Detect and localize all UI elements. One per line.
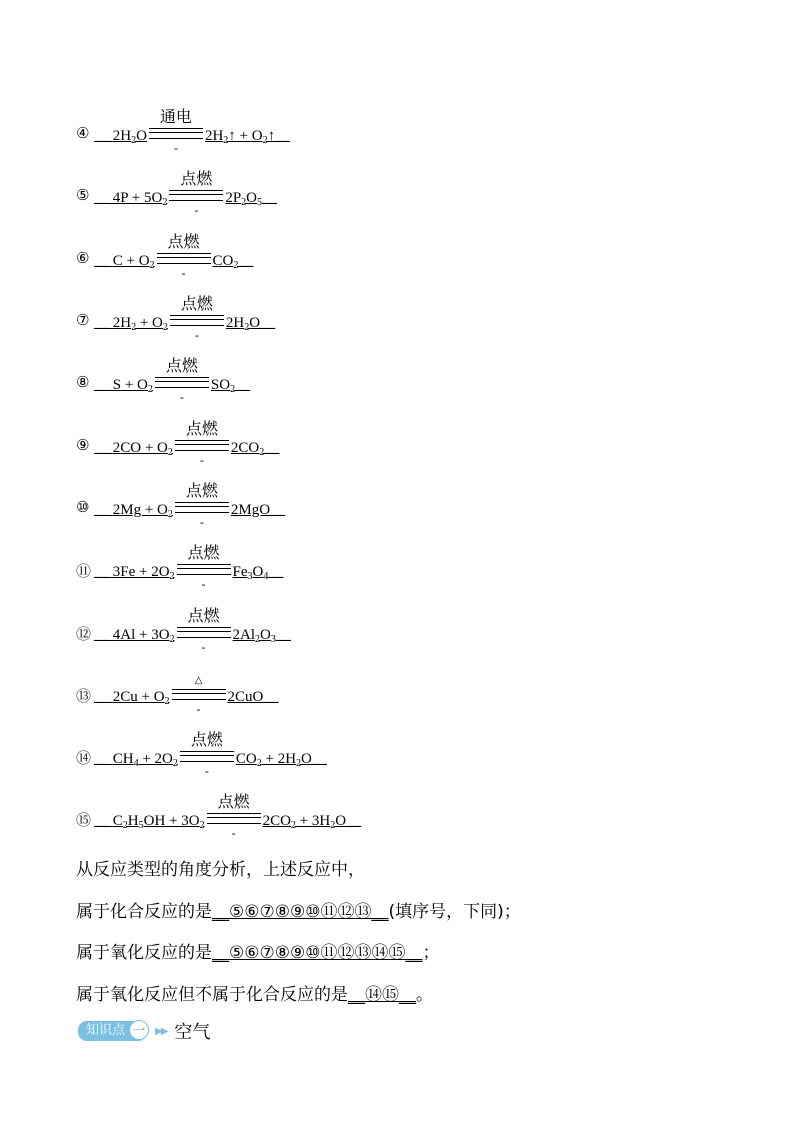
equation-reactants: __ $2CO + O_2$ <box>94 440 173 458</box>
condition-dash: - <box>201 577 206 591</box>
equation-body <box>94 730 327 778</box>
equation-body <box>94 792 362 840</box>
reaction-condition <box>175 481 229 529</box>
equation-reactants: __ $2H_2O$ <box>94 128 147 146</box>
equation-products: $2Al_2O_3\_\_$ <box>232 627 291 645</box>
knowledge-point-title: 空气 <box>174 1022 211 1043</box>
reaction-condition <box>157 232 211 280</box>
equals-sign-icon <box>180 751 234 762</box>
equation-products: $2P_2O_5\_\_$ <box>225 190 278 208</box>
equation-number: ⑨ <box>76 436 90 454</box>
reaction-condition <box>149 107 203 155</box>
condition-label: 点燃 <box>190 730 223 749</box>
condition-label: 点燃 <box>185 481 218 500</box>
condition-label: 点燃 <box>187 543 220 562</box>
condition-dash: - <box>204 764 209 778</box>
equation-body <box>94 169 278 217</box>
equation-products: 2CuO__ <box>227 689 279 705</box>
condition-label: 点燃 <box>165 356 198 375</box>
equation-reactants: __ $2Mg + O_2$ <box>94 502 173 520</box>
condition-dash: - <box>179 390 184 404</box>
equation-body <box>94 294 276 342</box>
reaction-condition <box>177 543 231 591</box>
question-ox-noncomb-prefix: 属于氧化反应但不属于化合反应的是 <box>76 985 348 1005</box>
equals-sign-icon <box>207 813 261 824</box>
equation-body <box>94 481 286 529</box>
knowledge-point-label: 知识点 <box>86 1023 126 1038</box>
arrow-icon: ▶▶ <box>155 1025 167 1037</box>
condition-dash: - <box>199 453 204 467</box>
equation-reactants: __ $C + O_2$ <box>94 253 155 271</box>
equals-sign-icon <box>175 440 229 451</box>
question-ox-noncomb-answer: __⑭⑮__ <box>348 985 416 1005</box>
reaction-condition <box>180 730 234 778</box>
condition-label: 点燃 <box>180 294 213 313</box>
equation-number: ⑦ <box>76 311 90 329</box>
equation-products: $2CO_2\_\_$ <box>230 440 280 458</box>
question-combination <box>76 897 521 922</box>
reaction-condition <box>155 356 209 404</box>
question-ox-noncomb-suffix: 。 <box>416 985 433 1005</box>
condition-label: 点燃 <box>217 792 250 811</box>
equation-reactants: __ $CH_4 + 2O_2$ <box>94 751 178 769</box>
condition-dash: - <box>231 826 236 840</box>
equation-number: ⑭ <box>76 749 92 767</box>
reaction-condition <box>207 792 261 840</box>
equals-sign-icon <box>175 502 229 513</box>
equation-products: $2H_2O\_\_$ <box>225 315 276 333</box>
knowledge-point-number: 一 <box>129 1020 149 1040</box>
condition-dash: - <box>196 702 201 716</box>
condition-label: 点燃 <box>167 232 200 251</box>
condition-dash: - <box>181 266 186 280</box>
equation-body <box>94 356 251 404</box>
question-oxidation <box>76 938 439 963</box>
condition-dash: - <box>194 203 199 217</box>
condition-label: 点燃 <box>187 606 220 625</box>
equals-sign-icon <box>149 128 203 139</box>
equation-reactants: __ $C_2H_5OH + 3O_2$ <box>94 813 205 831</box>
equals-sign-icon <box>155 377 209 388</box>
equation-number: ⑧ <box>76 373 90 391</box>
condition-label: 点燃 <box>180 169 213 188</box>
question-oxidation-answer: __⑤⑥⑦⑧⑨⑩⑪⑫⑬⑭⑮__ <box>212 943 423 963</box>
reaction-condition <box>177 606 231 654</box>
reaction-condition <box>169 169 223 217</box>
condition-label: △ <box>194 675 203 686</box>
condition-label: 通电 <box>159 107 192 126</box>
equation-reactants: __ $S + O_2$ <box>94 377 153 395</box>
equation-number: ⑪ <box>76 562 92 580</box>
question-oxidation-prefix: 属于氧化反应的是 <box>76 943 212 963</box>
equals-sign-icon <box>177 627 231 638</box>
equals-sign-icon <box>177 564 231 575</box>
equation-products: $2H_2↑$ + $O_2↑\_\_$ <box>204 128 291 146</box>
equation-number: ⑤ <box>76 186 90 204</box>
equation-products: $2CO_2$ + $3H_2O\_\_$ <box>262 813 362 831</box>
equation-products: 2MgO__ <box>230 502 286 518</box>
equation-number: ④ <box>76 124 90 142</box>
condition-dash: - <box>173 141 178 155</box>
question-combination-prefix: 属于化合反应的是 <box>76 902 212 922</box>
question-combination-suffix: (填序号，下同)； <box>388 902 521 922</box>
condition-dash: - <box>201 640 206 654</box>
knowledge-point-badge <box>78 1021 147 1041</box>
equation-reactants: __ $4Al + 3O_2$ <box>94 627 175 645</box>
question-oxidation-suffix: ； <box>422 943 440 963</box>
equation-body <box>94 419 280 467</box>
equation-reactants: __ $2Cu + O_2$ <box>94 689 170 707</box>
equals-sign-icon <box>172 689 226 700</box>
equation-number: ⑮ <box>76 811 92 829</box>
equation-number: ⑩ <box>76 498 90 516</box>
reaction-condition <box>172 675 226 716</box>
equation-reactants: __ $4P + 5O_2$ <box>94 190 168 208</box>
equals-sign-icon <box>170 315 224 326</box>
equation-body <box>94 107 291 155</box>
equation-number: ⑥ <box>76 249 90 267</box>
equals-sign-icon <box>169 190 223 201</box>
equation-products: $Fe_3O_4\_\_$ <box>232 564 284 582</box>
equation-body <box>94 606 291 654</box>
knowledge-point-heading <box>78 1018 210 1044</box>
equation-number: ⑬ <box>76 687 92 705</box>
equals-sign-icon <box>157 253 211 264</box>
equation-number: ⑫ <box>76 625 92 643</box>
equation-body <box>94 232 254 280</box>
equation-body <box>94 675 279 716</box>
condition-dash: - <box>199 515 204 529</box>
equation-products: $SO_2\_\_$ <box>210 377 251 395</box>
equation-body <box>94 543 284 591</box>
condition-dash: - <box>194 328 199 342</box>
question-combination-answer: __⑤⑥⑦⑧⑨⑩⑪⑫⑬__ <box>212 902 389 922</box>
equation-products: $CO_2$ + $2H_2O\_\_$ <box>235 751 327 769</box>
equation-reactants: __ $3Fe + 2O_2$ <box>94 564 175 582</box>
reaction-condition <box>175 419 229 467</box>
reaction-condition <box>170 294 224 342</box>
question-oxidation-not-combination <box>76 980 433 1005</box>
equation-reactants: __ $2H_2 + O_2$ <box>94 315 168 333</box>
condition-label: 点燃 <box>185 419 218 438</box>
equation-products: $CO_2\_\_$ <box>212 253 254 271</box>
analysis-intro: 从反应类型的角度分析，上述反应中， <box>76 860 365 880</box>
